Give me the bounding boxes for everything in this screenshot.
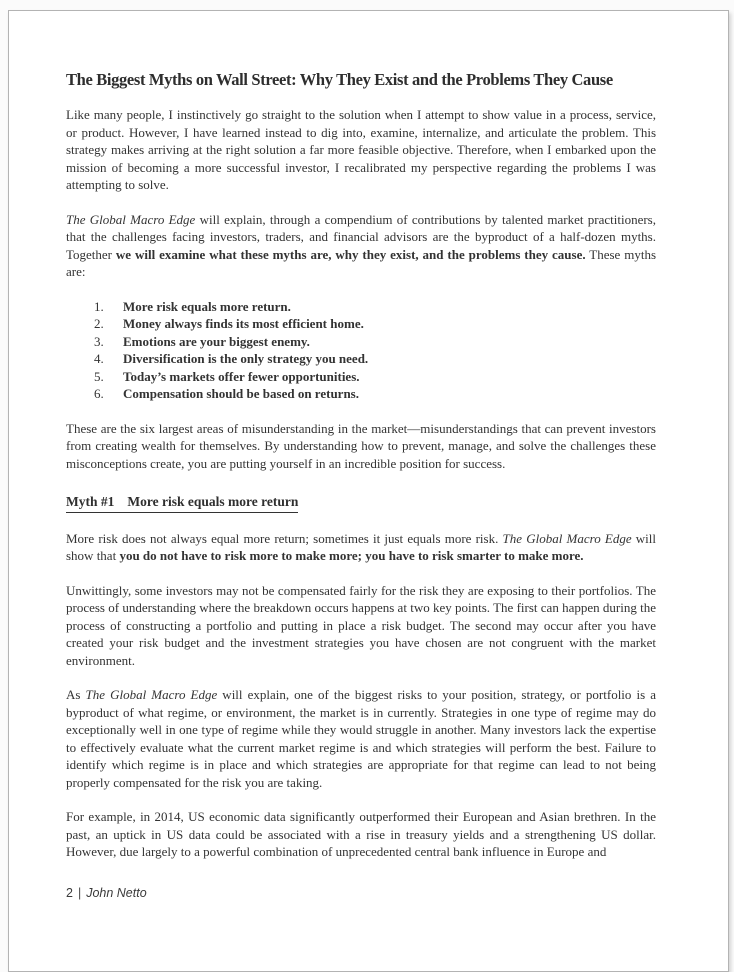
- paragraph-summary: [66, 420, 656, 473]
- text-segment-normal: More risk does not always equal more return; sometimes it just equals more risk.: [66, 530, 503, 546]
- paragraph-myth1-2: [66, 582, 656, 670]
- text-segment-normal: Unwittingly, some investors may not be compensated fairly for the risk they are exposing to their portfolios. The process of understanding where the breakdown occurs happens at two key points. The first can happen during the process of constructing a portfolio and putting in place a risk budget. The second may occur after you have created your risk budget and the investment strategies you have chosen are not congruent with the market environment.: [66, 582, 656, 668]
- text-segment-bold: we will examine what these myths are, why they exist, and the problems they cause.: [115, 246, 586, 262]
- text-segment-normal: For example, in 2014, US economic data significantly outperformed their European and Asian brethren. In the past, an uptick in US data could be associated with a rise in treasury yields and a strengthening US dollar. However, due largely to a powerful combination of unprecedented central bank influence in Europe and: [66, 809, 656, 859]
- text-segment-normal: These myths are:: [66, 246, 657, 279]
- footer-page-number: 2: [66, 886, 73, 900]
- paragraph-myth1-1: [66, 530, 656, 565]
- list-item-number: 6.: [94, 386, 104, 401]
- list-item: [66, 333, 656, 351]
- paragraph-myth1-3: [66, 686, 656, 791]
- list-item-number: 2.: [94, 316, 104, 331]
- list-item-text: Today’s markets offer fewer opportunities.: [123, 368, 360, 384]
- section-heading-title: More risk equals more return: [127, 494, 299, 509]
- page-content: [9, 11, 728, 861]
- text-segment-normal: As: [66, 687, 86, 702]
- footer-author: John Netto: [86, 886, 147, 900]
- list-item-number: 3.: [94, 333, 104, 349]
- page-footer: [66, 885, 147, 901]
- paragraph-intro-2: [66, 211, 656, 281]
- text-segment-italic: The Global Macro Edge: [66, 211, 196, 227]
- list-item-text: Money always finds its most efficient home.: [123, 316, 364, 331]
- paragraph-intro-1: [66, 106, 656, 194]
- page-title: The Biggest Myths on Wall Street: Why They Exist and the Problems They Cause: [66, 70, 613, 89]
- text-segment-normal: will show that: [66, 530, 656, 563]
- text-segment-normal: Like many people, I instinctively go straight to the solution when I attempt to show value in a process, service, or product. However, I have learned instead to dig into, examine, internalize, and articulate the problem. This strategy makes arriving at the right solution a far more feasible objective. Therefore, when I embarked upon the mission of becoming a more successful investor, I recalibrated my perspective regarding the problems I was attempting to solve.: [66, 107, 656, 192]
- list-item: [66, 385, 656, 403]
- list-item-number: 5.: [94, 368, 104, 384]
- paragraph-myth1-4: [66, 808, 656, 861]
- text-segment-italic: The Global Macro Edge: [502, 530, 632, 546]
- section-heading-label: Myth #1: [66, 494, 115, 509]
- footer-separator: |: [77, 886, 82, 900]
- list-item-text: More risk equals more return.: [123, 298, 291, 314]
- list-item-number: 4.: [94, 351, 104, 366]
- text-segment-normal: will explain, one of the biggest risks to your position, strategy, or portfolio is a byproduct of what regime, or environment, the market is in currently. Strategies in one type of regime may do exceptionally well in one type of regime while they would struggle in another. Many investors lack the expertise to effectively evaluate what the current market regime is and which strategies will perform the best. Failure to identify which regime is in place and which strategies are appropriate for that regime can lead to not being properly compensated for the risk you are taking.: [66, 687, 656, 790]
- list-item-number: 1.: [94, 298, 104, 314]
- list-item-text: Emotions are your biggest enemy.: [123, 333, 310, 349]
- list-item: [66, 298, 656, 316]
- myths-list: [66, 298, 656, 403]
- section-heading-underline: [66, 493, 298, 513]
- list-item-text: Diversification is the only strategy you need.: [123, 351, 369, 366]
- list-item: [66, 368, 656, 386]
- text-segment-normal: will explain, through a compendium of contributions by talented market practitioners, that the challenges facing investors, traders, and financial advisors are the byproduct of a half-dozen myths. Together: [66, 211, 656, 262]
- list-item: [66, 315, 656, 333]
- list-item: [66, 350, 656, 368]
- text-segment-normal: These are the six largest areas of misunderstanding in the market—misunderstandings that can prevent investors from creating wealth for themselves. By understanding how to prevent, manage, and solve the challenges these misconceptions create, you are putting yourself in an incredible position for success.: [66, 420, 656, 471]
- text-segment-italic: The Global Macro Edge: [85, 687, 218, 702]
- section-heading: [66, 493, 656, 513]
- list-item-text: Compensation should be based on returns.: [123, 386, 359, 401]
- text-segment-bold: you do not have to risk more to make more; you have to risk smarter to make more.: [119, 548, 584, 563]
- book-page: [8, 10, 729, 972]
